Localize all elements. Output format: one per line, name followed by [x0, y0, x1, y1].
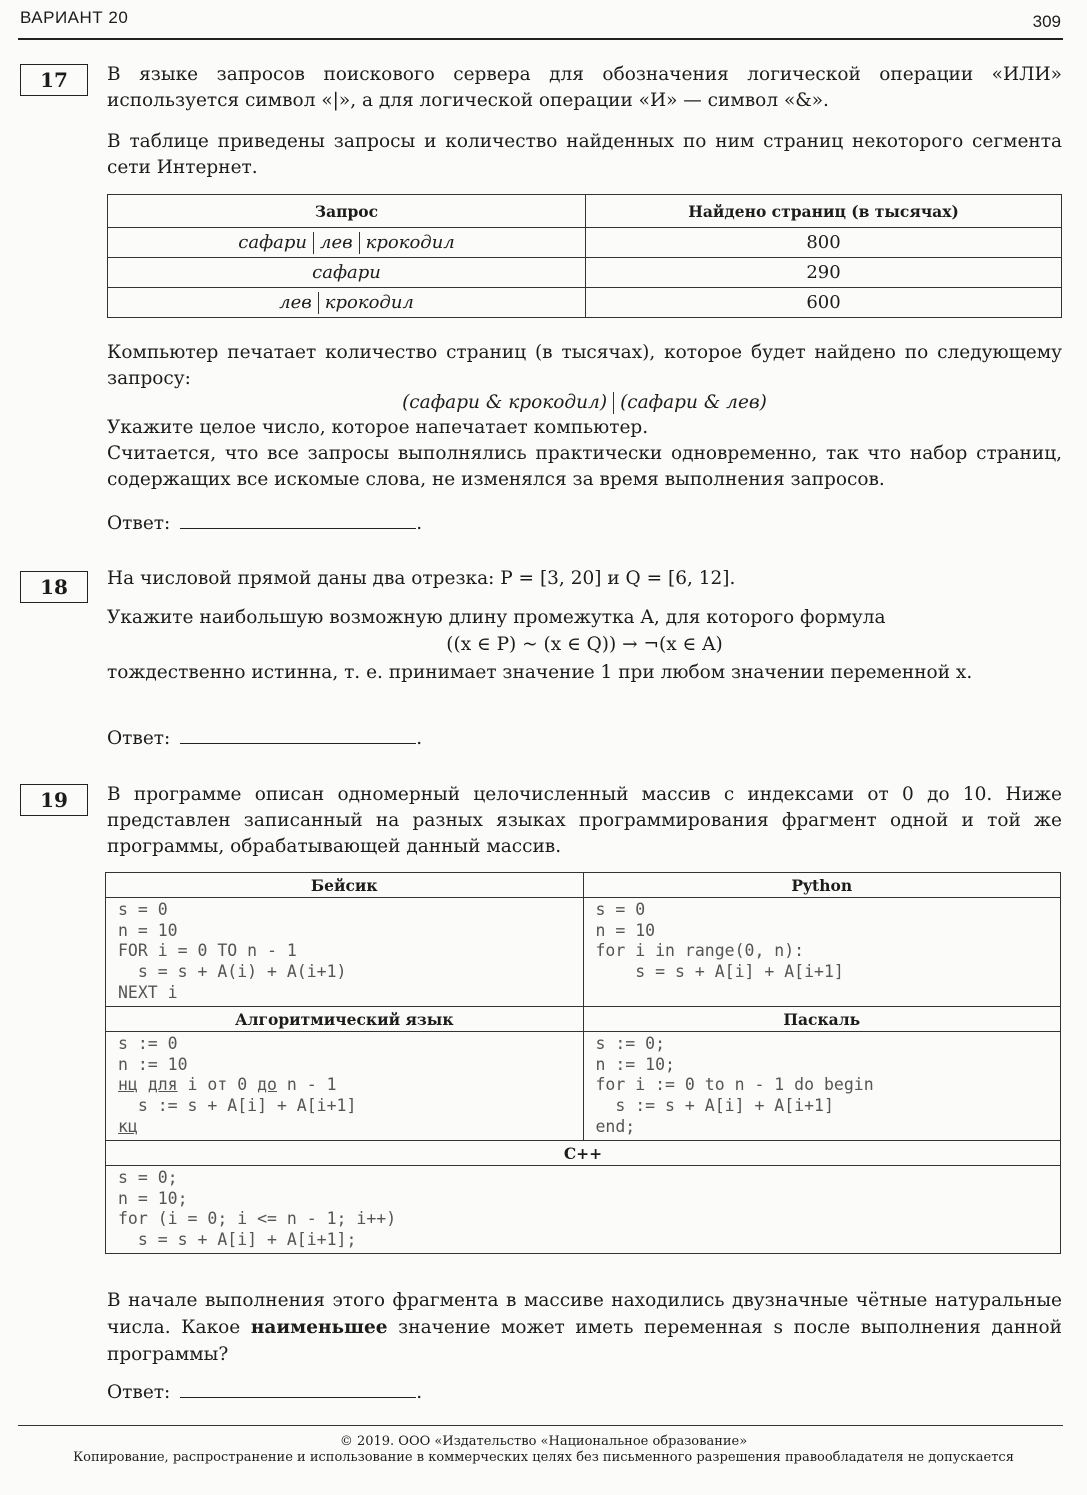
count-column-header: Найдено страниц (в тысячах): [586, 195, 1062, 228]
question-18-formula: ((x ∈ P) ~ (x ∈ Q)) → ¬(x ∈ A): [446, 634, 723, 655]
python-code: s = 0 n = 10 for i in range(0, n): s = s + A[i] + A[i+1]: [595, 900, 844, 982]
code-fragment: n - 1: [276, 1075, 337, 1095]
footer-rule: [18, 1425, 1063, 1426]
pascal-code-cell: [583, 1032, 1061, 1141]
code-table: [105, 872, 1061, 1254]
code-line: s := s + A[i] + A[i+1]: [118, 1096, 357, 1116]
question-17-table-intro: В таблице приведены запросы и количество найденных по ним страниц некоторого сегмента сети Интернет.: [107, 131, 1062, 178]
query-table-header: [108, 195, 1062, 228]
query-term: сафари: [238, 231, 307, 253]
cpp-code: s = 0; n = 10; for (i = 0; i <= n - 1; i++) s = s + A[i] + A[i+1];: [118, 1168, 397, 1250]
query-term: сафари: [312, 262, 381, 283]
task-text: В начале выполнения этого фрагмента в массиве находились двузначные чётные натуральные числа. Какое: [107, 1290, 1062, 1338]
count-cell: 290: [586, 258, 1062, 288]
algo-title: Алгоритмический язык: [106, 1007, 584, 1032]
or-bar: [318, 292, 319, 314]
question-17-intro: В языке запросов поискового сервера для обозначения логической операции «ИЛИ» используется символ «|», а для логической операции «И» — символ «&».: [107, 64, 1062, 111]
code-fragment: i от 0: [177, 1075, 258, 1095]
copyright: © 2019. ООО «Издательство «Национальное образование»: [339, 1434, 748, 1449]
question-19-task: [107, 1287, 1062, 1368]
page-number: 309: [1032, 12, 1061, 31]
answer-label: Ответ:: [107, 513, 171, 534]
table-row: [108, 288, 1062, 318]
code-line: s := 0: [118, 1034, 178, 1053]
or-bar: [313, 232, 314, 254]
algo-code: [118, 1034, 571, 1138]
question-17-instruction: Укажите целое число, которое напечатает компьютер.: [107, 417, 649, 438]
query-table: [107, 194, 1062, 318]
cpp-code-cell: [106, 1166, 1061, 1254]
or-bar: [613, 392, 614, 414]
code-line: n := 10: [118, 1054, 188, 1074]
query-term: лев: [320, 231, 353, 253]
question-18-segments: На числовой прямой даны два отрезка: P = [3, 20] и Q = [6, 12].: [107, 568, 736, 589]
cpp-title: C++: [106, 1141, 1061, 1166]
question-19-number: 19: [20, 784, 88, 816]
query-cell: [108, 258, 586, 288]
table-row: [108, 258, 1062, 288]
query-cell: [108, 228, 586, 258]
or-bar: [359, 232, 360, 254]
question-19-answer: Ответ: .: [107, 1379, 422, 1403]
pascal-code: s := 0; n := 10; for i := 0 to n - 1 do begin s := s + A[i] + A[i+1] end;: [595, 1034, 874, 1136]
query-cell: [108, 288, 586, 318]
python-title: Python: [583, 873, 1061, 898]
python-code-cell: [583, 898, 1061, 1007]
question-19-intro: В программе описан одномерный целочисленный массив с индексами от 0 до 10. Ниже представлен записанный на разных языках программирования фрагмент одной и той же программы, обрабатывающей данный массив.: [107, 784, 1062, 857]
question-17-answer: Ответ: .: [107, 510, 422, 534]
table-row: [108, 228, 1062, 258]
basic-code: s = 0 n = 10 FOR i = 0 TO n - 1 s = s + A(i) + A(i+1) NEXT i: [118, 900, 347, 1002]
query-term: лев: [279, 291, 312, 313]
count-cell: 600: [586, 288, 1062, 318]
pascal-title: Паскаль: [583, 1007, 1061, 1032]
basic-title: Бейсик: [106, 873, 584, 898]
question-18-task: Укажите наибольшую возможную длину промежутка A, для которого формула: [107, 607, 886, 628]
query-right: (сафари & лев): [620, 392, 767, 413]
query-column-header: Запрос: [108, 195, 586, 228]
header-rule: [18, 38, 1063, 40]
question-18-number: 18: [20, 571, 88, 603]
variant-title: ВАРИАНТ 20: [20, 8, 129, 27]
keyword-kc: кц: [118, 1116, 138, 1136]
count-cell: 800: [586, 228, 1062, 258]
query-left: (сафари & крокодил): [402, 392, 608, 413]
question-17-note: Считается, что все запросы выполнялись практически одновременно, так что набор страниц, содержащих все искомые слова, не изменялся за время выполнения запросов.: [107, 443, 1062, 490]
answer-field[interactable]: [180, 725, 416, 744]
basic-code-cell: [106, 898, 584, 1007]
keyword-dlya: для: [147, 1075, 178, 1095]
answer-label: Ответ:: [107, 728, 171, 749]
keyword-nc: нц: [118, 1075, 138, 1095]
question-18-condition: тождественно истинна, т. е. принимает значение 1 при любом значении переменной x.: [107, 662, 973, 683]
task-text: значение может иметь переменная s после выполнения данной программы?: [107, 1317, 1062, 1365]
query-term: крокодил: [324, 291, 414, 313]
question-17-query: [107, 390, 1062, 416]
answer-field[interactable]: [180, 1379, 416, 1398]
copyright-notice: Копирование, распространение и использование в коммерческих целях без письменного разрешения правообладателя не допускается: [73, 1450, 1014, 1465]
algo-code-cell: [106, 1032, 584, 1141]
task-emphasis: наименьшее: [250, 1317, 388, 1338]
keyword-do: до: [257, 1075, 277, 1095]
answer-field[interactable]: [180, 510, 416, 529]
query-term: крокодил: [365, 231, 455, 253]
question-17-number: 17: [20, 64, 88, 96]
answer-label: Ответ:: [107, 1382, 171, 1403]
question-18-answer: Ответ: .: [107, 725, 422, 749]
question-17-task: Компьютер печатает количество страниц (в тысячах), которое будет найдено по следующему запросу:: [107, 342, 1062, 389]
